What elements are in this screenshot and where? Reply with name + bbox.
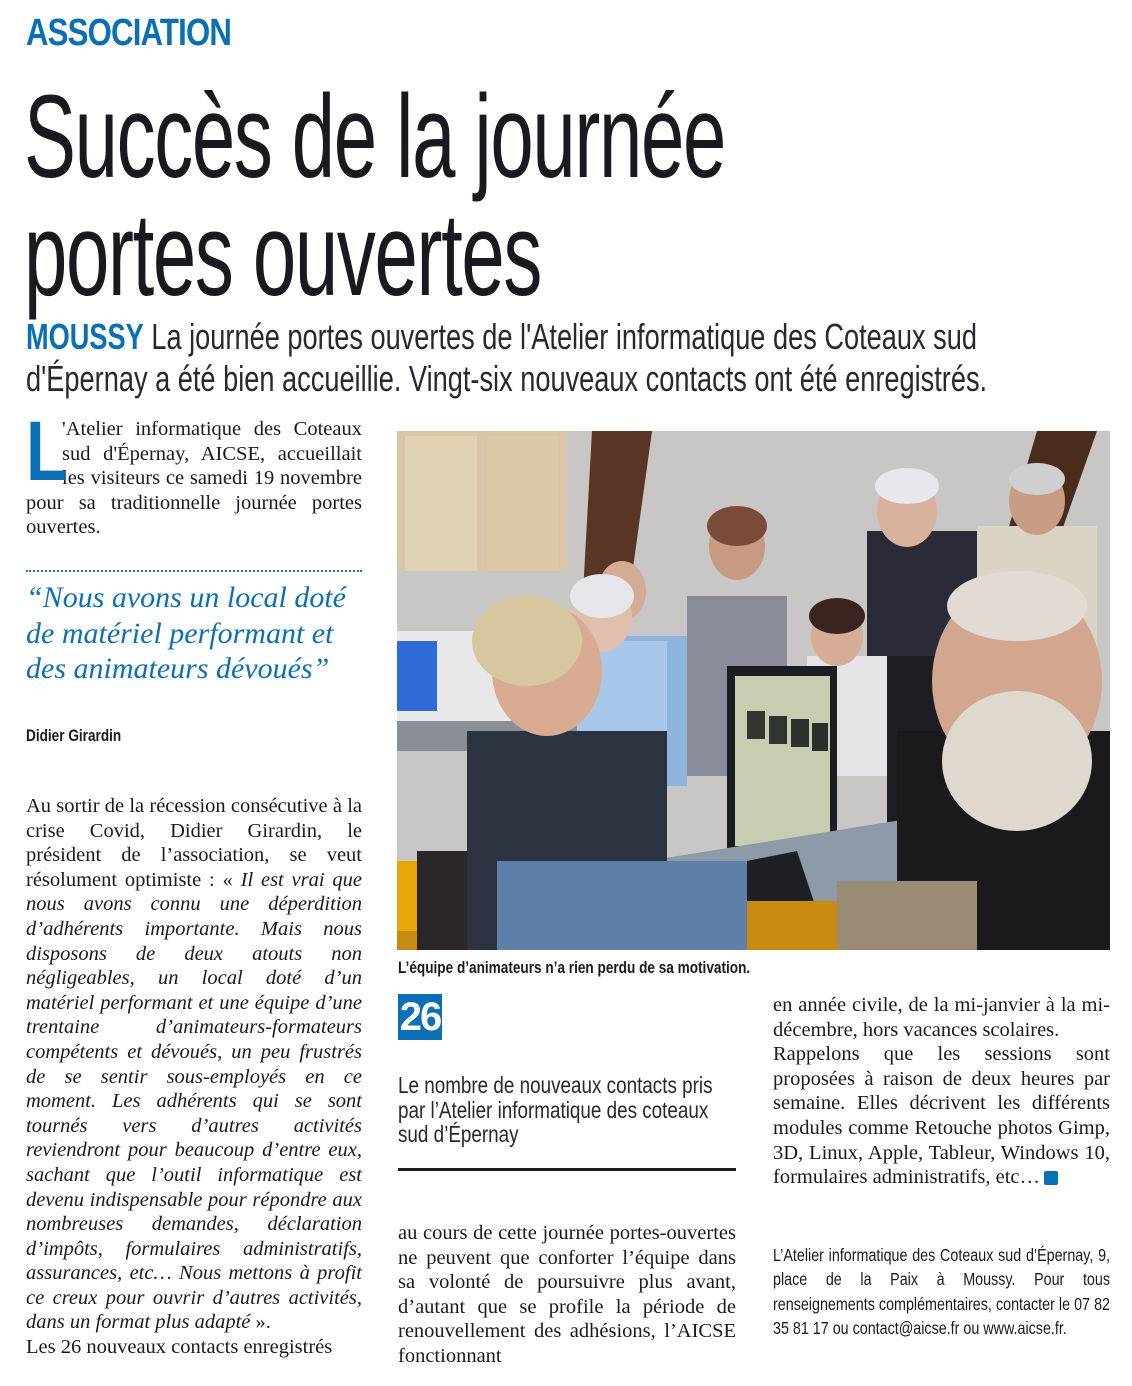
lede-line-1: La journée portes ouvertes de l'Atelier informatique des Coteaux sud [143, 316, 977, 357]
intro-paragraph [26, 404, 362, 540]
intro-text: 'Atelier informatique des Coteaux sud d'Épernay, AICSE, accueillait les visiteurs ce samedi 19 novembre pour sa traditionnelle journée portes ouvertes. [26, 418, 362, 539]
column-3-paragraph-2-text: Rappelons que les sessions sont proposées à raison de deux heures par semaine. Elles décrivent les différents modules comme Retouche photos Gimp, 3D, Linux, Apple, Tableur, Windows 10, formulaires administratifs, etc… [773, 1043, 1110, 1189]
end-of-article-square-icon [1044, 1171, 1058, 1185]
headline [24, 71, 750, 321]
photo-caption: L’équipe d’animateurs n’a rien perdu de sa motivation. [398, 958, 751, 977]
body-column-3 [773, 993, 1110, 1190]
column-1-paragraph [26, 794, 362, 1335]
headline-line-1: Succès de la journée [24, 71, 725, 203]
article-photo [397, 431, 1110, 950]
stat-rule [398, 1168, 736, 1171]
column-3-paragraph-1: en année civile, de la mi-janvier à la mi-décembre, hors vacances scolaires. [773, 994, 1110, 1041]
column-3-paragraph-2 [773, 1042, 1110, 1190]
column-1-quote-close: ». [250, 1311, 271, 1334]
drop-cap: L [26, 404, 68, 498]
lede-location: MOUSSY [26, 316, 144, 357]
pull-quote: “Nous avons un local doté de matériel performant et des animateurs dévoués” [26, 581, 346, 685]
lede-line-2: d'Épernay a été bien accueillie. Vingt-six nouveaux contacts ont été enregistrés. [26, 358, 988, 399]
info-box: L’Atelier informatique des Coteaux sud d’Épernay, 9, place de la Paix à Moussy. Pour tous renseignements complémentaires, contacter le 07 82 35 81 17 ou contact@aicse.fr ou www.aicse.fr. [773, 1245, 1111, 1339]
body-column-2: au cours de cette journée portes-ouvertes ne peuvent que conforter l’équipe dans sa volonté de poursuivre plus avant, d’autant que se profile la période de renouvellement des adhésions, l’AICSE fonctionnant [398, 1222, 736, 1367]
dotted-divider [26, 570, 362, 572]
column-1-last-paragraph: Les 26 nouveaux contacts enregistrés [26, 1336, 333, 1359]
lede [26, 316, 1008, 400]
pull-quote-author: Didier Girardin [26, 726, 122, 745]
column-1-italic-quote: Il est vrai que nous avons connu une déperdition d’adhérents importante. Mais nous disposons de deux atouts non négligeables, un local doté d’un matériel performant et une équipe d’une trentaine d’animateurs-formateurs compétents et dévoués, un peu frustrés de se sentir sous-employés en ce moment. Les adhérents qui se sont tournés vers d’autres activités reviendront pour beaucoup d’entre eux, sachant que l’outil informatique est devenu indispensable pour répondre aux nombreuses demandes, déclaration d’impôts, formulaires administratifs, assurances, etc… Nous mettons à profit ce creux pour ouvrir d’autres activités, dans un format plus adapté [26, 868, 362, 1334]
stat-description: Le nombre de nouveaux contacts pris par l’Atelier informatique des coteaux sud d’Épernay [398, 1072, 713, 1147]
headline-line-2: portes ouvertes [24, 189, 541, 321]
stat-number-badge: 26 [399, 995, 441, 1039]
body-column-1 [26, 794, 362, 1360]
photo-illustration [397, 431, 1110, 950]
column-1-roman-text: Au sortir de la récession consécutive à la crise Covid, Didier Girardin, le président de l’association, se veut résolument optimiste : « [26, 795, 362, 891]
section-kicker: ASSOCIATION [26, 12, 232, 54]
